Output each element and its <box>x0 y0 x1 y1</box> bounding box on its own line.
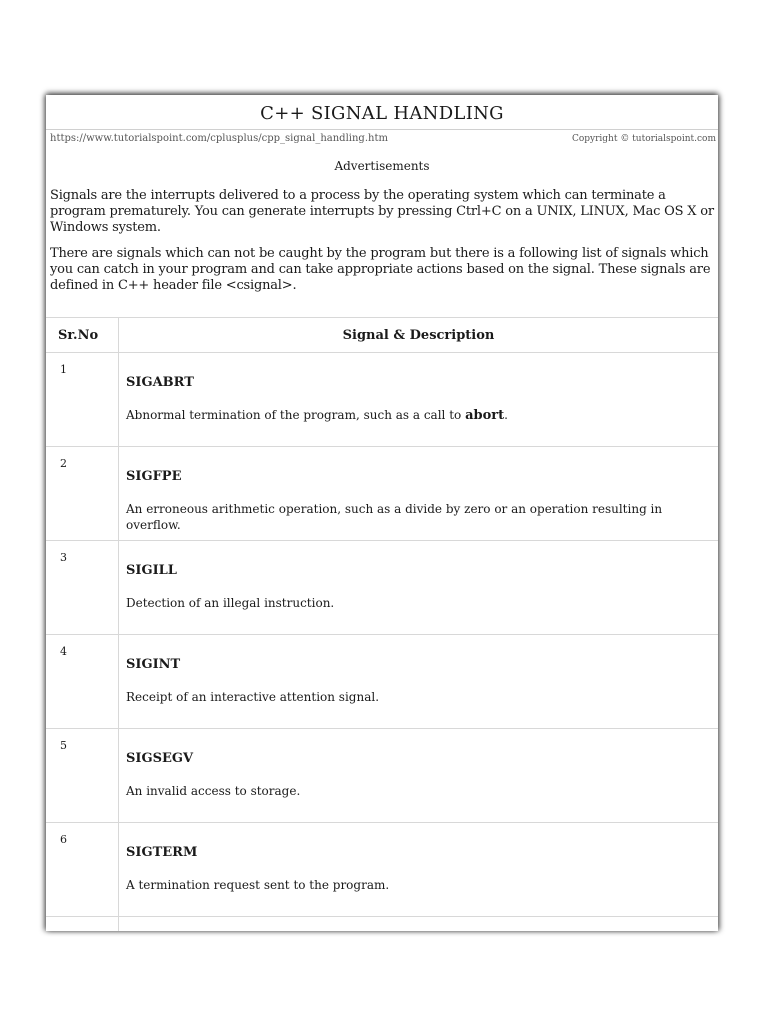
row-description-empty <box>119 917 719 932</box>
table-row <box>46 353 718 447</box>
signal-description-suffix: . <box>504 408 508 422</box>
table-row <box>46 823 718 917</box>
signal-name: SIGSEGV <box>126 751 194 766</box>
advertisements-label: Advertisements <box>334 159 430 173</box>
signal-description <box>126 689 718 705</box>
signal-function-name: abort <box>465 408 505 423</box>
signal-description-text: Detection of an illegal instruction. <box>126 596 335 610</box>
row-description <box>119 353 719 447</box>
row-description <box>119 541 719 635</box>
row-number: 6 <box>46 823 119 917</box>
signal-description <box>126 407 718 424</box>
row-number: 2 <box>46 447 119 541</box>
signals-paragraph: There are signals which can not be caught by the program but there is a following list of signals which you can catch in your program and can take appropriate actions based on the signal. These signals are defined in C++ header file <csignal>. <box>50 246 711 293</box>
column-header-srno: Sr.No <box>46 318 119 353</box>
signal-name: SIGTERM <box>126 845 198 860</box>
page-header-bar <box>46 129 718 146</box>
signal-description-text: An erroneous arithmetic operation, such as a divide by zero or an operation resulting in overflow. <box>126 502 663 532</box>
signal-table <box>46 317 718 931</box>
row-number: 4 <box>46 635 119 729</box>
signal-description-text: Abnormal termination of the program, such as a call to <box>126 408 466 422</box>
signal-description <box>126 877 718 893</box>
signal-description <box>126 783 718 799</box>
signal-description <box>126 501 718 533</box>
row-number: 3 <box>46 541 119 635</box>
table-row-continued <box>46 917 718 932</box>
table-row <box>46 541 718 635</box>
table-row <box>46 447 718 541</box>
page-title: C++ SIGNAL HANDLING <box>260 103 504 124</box>
signal-name: SIGINT <box>126 657 181 672</box>
column-header-description: Signal & Description <box>119 318 719 353</box>
document-page <box>46 95 718 931</box>
row-description <box>119 823 719 917</box>
signal-name: SIGILL <box>126 563 177 578</box>
signal-name: SIGABRT <box>126 375 194 390</box>
signal-name: SIGFPE <box>126 469 182 484</box>
signal-description-text: Receipt of an interactive attention signal. <box>126 690 380 704</box>
signal-description-text: An invalid access to storage. <box>126 784 301 798</box>
row-number: 1 <box>46 353 119 447</box>
source-url[interactable]: https://www.tutorialspoint.com/cplusplus/cpp_signal_handling.htm <box>50 133 388 144</box>
intro-paragraph: Signals are the interrupts delivered to a process by the operating system which can terminate a program prematurely. You can generate interrupts by pressing Ctrl+C on a UNIX, LINUX, Mac OS X or Windows system. <box>50 188 714 235</box>
row-description <box>119 729 719 823</box>
row-description <box>119 635 719 729</box>
row-number: 5 <box>46 729 119 823</box>
table-row <box>46 635 718 729</box>
table-row <box>46 729 718 823</box>
copyright-notice: Copyright © tutorialspoint.com <box>571 134 716 144</box>
signal-description-text: A termination request sent to the program. <box>126 878 390 892</box>
table-header-row <box>46 318 718 353</box>
row-number-empty <box>46 917 119 932</box>
signal-description <box>126 595 718 611</box>
row-description <box>119 447 719 541</box>
